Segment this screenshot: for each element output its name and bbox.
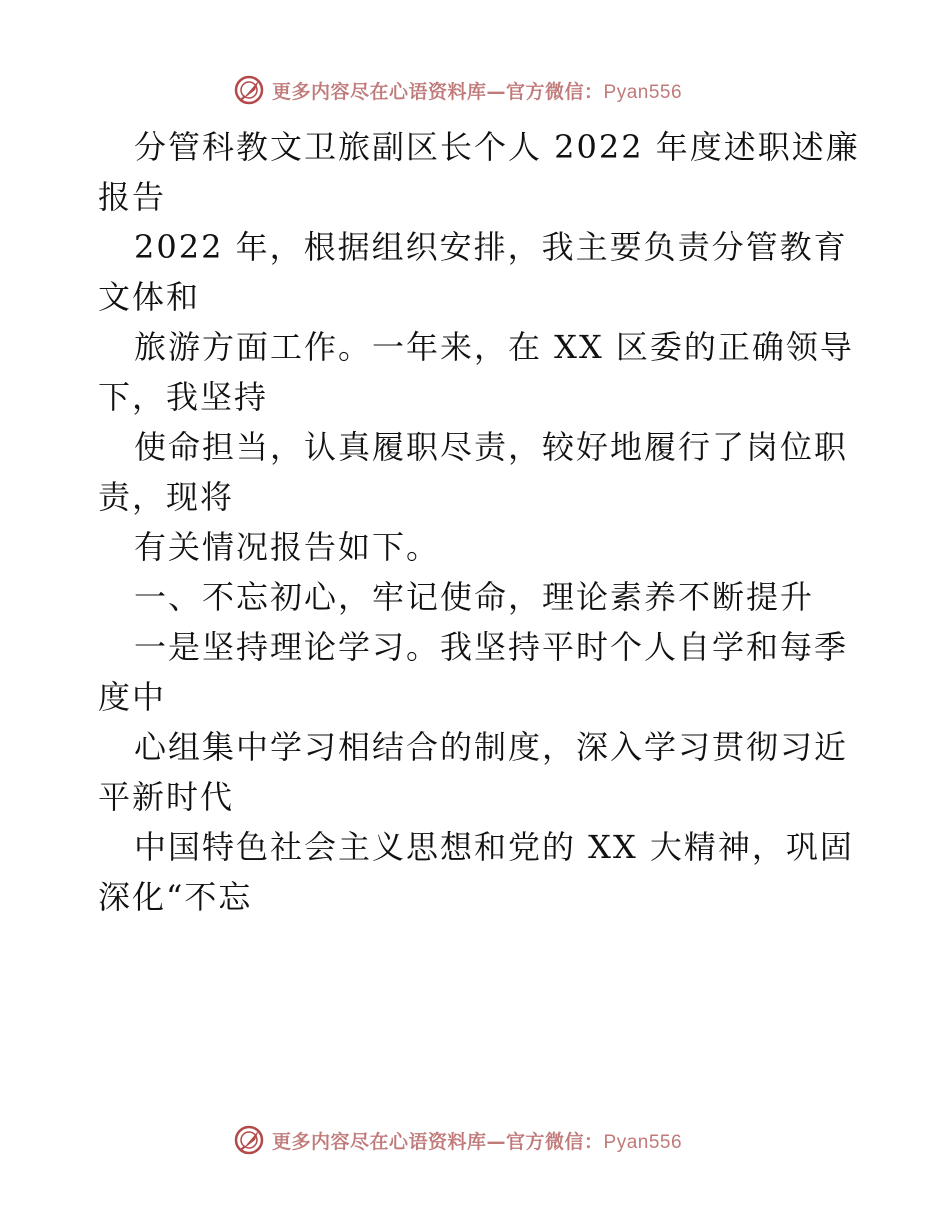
header-banner-content xyxy=(232,70,682,110)
document-line: 中国特色社会主义思想和党的 XX 大精神，巩固 xyxy=(134,828,854,866)
document-line: 平新时代 xyxy=(98,778,235,816)
document-line: 度中 xyxy=(98,678,167,716)
quill-logo-icon xyxy=(232,1123,266,1157)
document-body xyxy=(98,122,858,922)
document-line: 报告 xyxy=(98,178,167,216)
banner-slogan: 更多内容尽在心语资料库—官方微信： xyxy=(272,1130,604,1153)
banner-text xyxy=(272,1127,682,1154)
banner-wechat-id: Pyan556 xyxy=(603,81,683,103)
document-line: 深化“不忘 xyxy=(98,878,253,916)
document-line: 一、不忘初心，牢记使命，理论素养不断提升 xyxy=(134,578,815,616)
document-line: 文体和 xyxy=(98,278,201,316)
banner-text xyxy=(272,77,682,104)
document-line: 旅游方面工作。一年来，在 XX 区委的正确领导 xyxy=(134,328,854,366)
document-line: 下，我坚持 xyxy=(98,378,269,416)
document-line: 一是坚持理论学习。我坚持平时个人自学和每季 xyxy=(134,628,849,666)
document-line: 2022 年，根据组织安排，我主要负责分管教育 xyxy=(134,228,848,266)
quill-logo-icon xyxy=(232,73,266,107)
document-line: 使命担当，认真履职尽责，较好地履行了岗位职 xyxy=(134,428,849,466)
footer-banner-content xyxy=(232,1120,682,1160)
document-line: 分管科教文卫旅副区长个人 2022 年度述职述廉 xyxy=(134,128,860,166)
header-banner xyxy=(0,70,950,110)
document-line: 有关情况报告如下。 xyxy=(134,528,441,566)
footer-banner xyxy=(0,1120,950,1160)
document-line: 责，现将 xyxy=(98,478,235,516)
banner-wechat-id: Pyan556 xyxy=(603,1131,683,1153)
document-line: 心组集中学习相结合的制度，深入学习贯彻习近 xyxy=(134,728,849,766)
banner-slogan: 更多内容尽在心语资料库—官方微信： xyxy=(272,80,604,103)
